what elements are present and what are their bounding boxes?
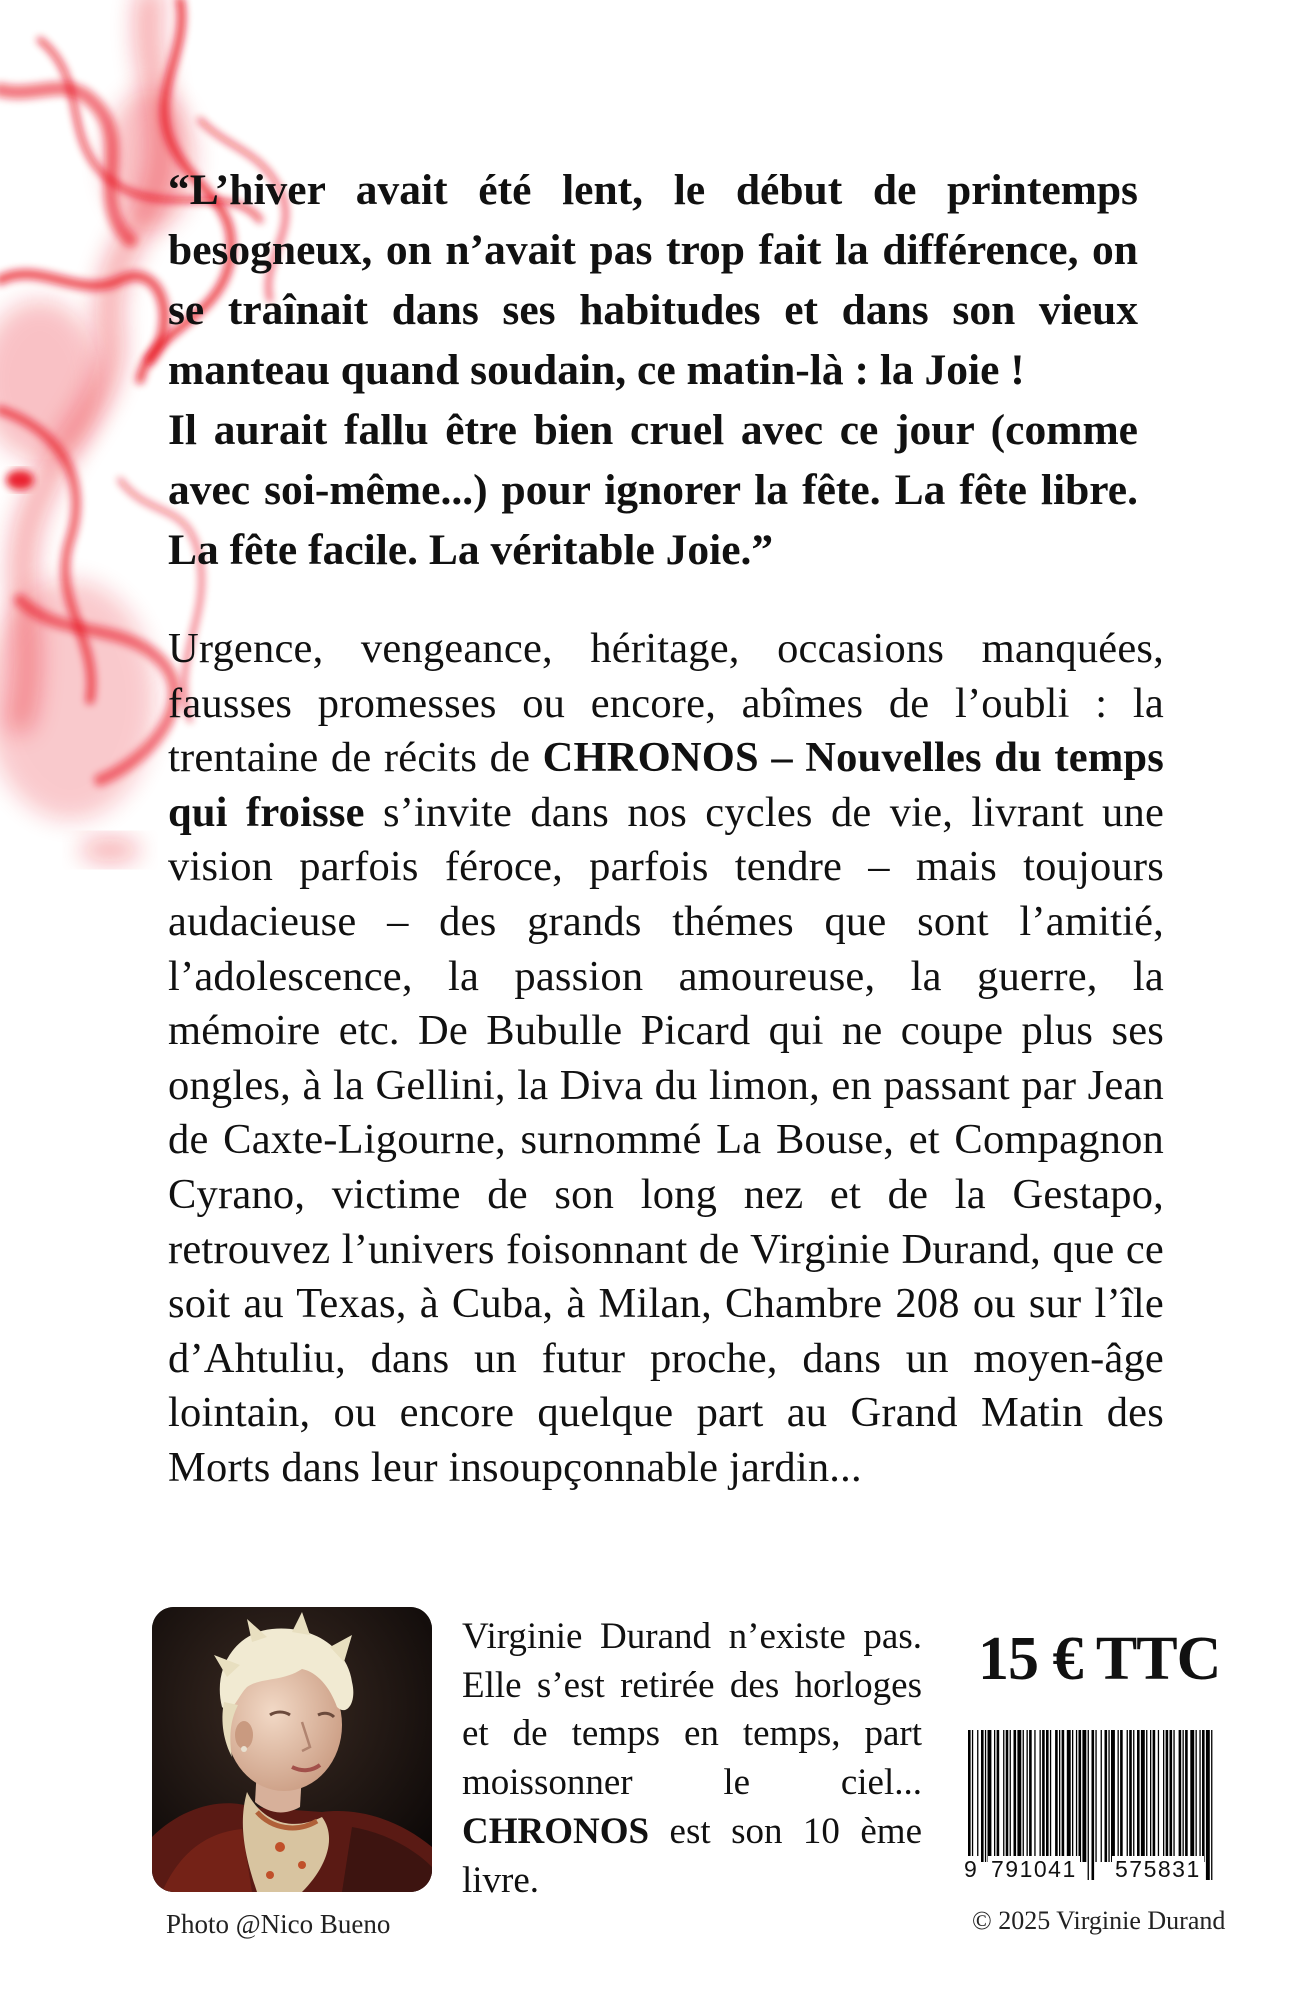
barcode-bar (1059, 1730, 1060, 1862)
barcode-bar (1017, 1730, 1021, 1862)
barcode-bar (1170, 1730, 1173, 1862)
barcode-bar (1163, 1730, 1164, 1862)
barcode-bar (1196, 1730, 1197, 1862)
barcode-bar (977, 1730, 978, 1862)
barcode-bar (1095, 1730, 1096, 1862)
barcode-bar (1141, 1730, 1145, 1862)
barcode-bar (1042, 1730, 1045, 1862)
barcode-bar (1101, 1730, 1102, 1862)
barcode-bar (1010, 1730, 1011, 1862)
barcode-bar (1023, 1730, 1024, 1862)
bio-start: Virginie Durand n’existe pas. Elle s’est retirée des horloges et de temps en temps, part moissonner le ciel... (462, 1616, 922, 1804)
barcode-bar (1179, 1730, 1182, 1862)
barcode-bar (1006, 1730, 1009, 1862)
barcode-bar (1079, 1730, 1082, 1862)
barcode-bar (1166, 1730, 1169, 1862)
barcode-bar (1120, 1730, 1123, 1862)
barcode-bar (1076, 1730, 1077, 1862)
barcode-bar (1153, 1730, 1156, 1862)
barcode-lead-digit: 9 (964, 1856, 977, 1882)
barcode-bar (1040, 1730, 1041, 1862)
barcode-bar (1062, 1730, 1065, 1862)
quote-paragraph-1: “L’hiver avait été lent, le début de printemps besogneux, on n’avait pas trop fait la différence, on se traînait dans ses habitudes et dans son vieux manteau quand soudain, ce matin-là : la Joie ! (168, 166, 1138, 394)
barcode-bar (1150, 1730, 1151, 1862)
barcode-bar (1158, 1730, 1159, 1862)
barcode-bar (1046, 1730, 1049, 1862)
price-label: 15 € TTC (978, 1625, 1221, 1693)
barcode-bar (1146, 1730, 1147, 1862)
excerpt-quote (168, 160, 1138, 580)
barcode-bar (1082, 1730, 1086, 1862)
blurb-book-title: CHRONOS – Nouvelles du temps qui froisse (168, 734, 1164, 836)
barcode-bar (1202, 1730, 1205, 1862)
barcode-bar (997, 1730, 1000, 1862)
barcode-bar (1108, 1730, 1109, 1862)
barcode-bar (985, 1730, 986, 1862)
barcode-bar (1027, 1730, 1028, 1862)
barcode-bar (1185, 1730, 1188, 1862)
copyright-notice: © 2025 Virginie Durand (972, 1906, 1226, 1935)
barcode-bar (1055, 1730, 1058, 1862)
barcode-bar (994, 1730, 995, 1862)
quote-paragraph-2: Il aurait fallu être bien cruel avec ce jour (comme avec soi-même...) pour ignorer la fête. La fête libre. La fête facile. La véritable Joie.” (168, 406, 1138, 574)
barcode-bar (1111, 1730, 1115, 1862)
barcode-bar (1105, 1730, 1108, 1862)
author-photo (152, 1607, 432, 1892)
author-bio (462, 1613, 922, 1905)
barcode-bar (1137, 1730, 1140, 1862)
barcode-group-1: 791041 (988, 1856, 1080, 1883)
barcode-bar (1034, 1730, 1035, 1862)
blurb-intro: Urgence, vengeance, héritage, occasions manquées, fausses promesses ou encore, abîmes de l’oubli : la trentaine de récits de (168, 625, 1164, 782)
barcode-bar (1199, 1730, 1200, 1862)
barcode-bar (1173, 1730, 1174, 1862)
barcode-bar (1118, 1730, 1119, 1862)
blurb-body: s’invite dans nos cycles de vie, livrant une vision parfois féroce, parfois tendre – mais toujours audacieuse – des grands thémes que sont l’amitié, l’adolescence, la passion amoureuse, la guerre, la mémoire etc. De Bubulle Picard qui ne coupe plus ses ongles, à la Gellini, la Diva du limon, en passant par Jean de Caxte-Ligourne, surnommé La Bouse, et Compagnon Cyrano, victime de son long nez et de la Gestapo, retrouvez l’univers foisonnant de Virginie Durand, que ce soit au Texas, à Cuba, à Milan, Chambre 208 ou sur l’île d’Ahtuliu, dans un futur proche, dans un moyen-âge lointain, ou encore quelque part au Grand Matin des Morts dans leur insoupçonnable jardin... (168, 788, 1165, 1491)
barcode-bar (1067, 1730, 1071, 1862)
barcode-bar (1014, 1730, 1017, 1862)
book-blurb (168, 622, 1164, 1496)
barcode-bar (1133, 1730, 1134, 1862)
barcode-bar (1127, 1730, 1128, 1862)
barcode-bar (1029, 1730, 1032, 1862)
barcode-bar (1050, 1730, 1051, 1862)
barcode-bar (1129, 1730, 1132, 1862)
bio-end: est son 10 ème livre. (462, 1810, 922, 1901)
barcode-bar (1183, 1730, 1184, 1862)
barcode-bar (1072, 1730, 1073, 1862)
barcode-bar (981, 1730, 984, 1862)
barcode-bar (1003, 1730, 1004, 1862)
barcode-group-2: 575831 (1112, 1856, 1204, 1883)
bio-book-title: CHRONOS (462, 1810, 650, 1852)
barcode-bar (1190, 1730, 1194, 1862)
isbn-digits (962, 1856, 1222, 1884)
photo-credit: Photo @Nico Bueno (166, 1909, 391, 1939)
barcode-bar (988, 1730, 992, 1862)
